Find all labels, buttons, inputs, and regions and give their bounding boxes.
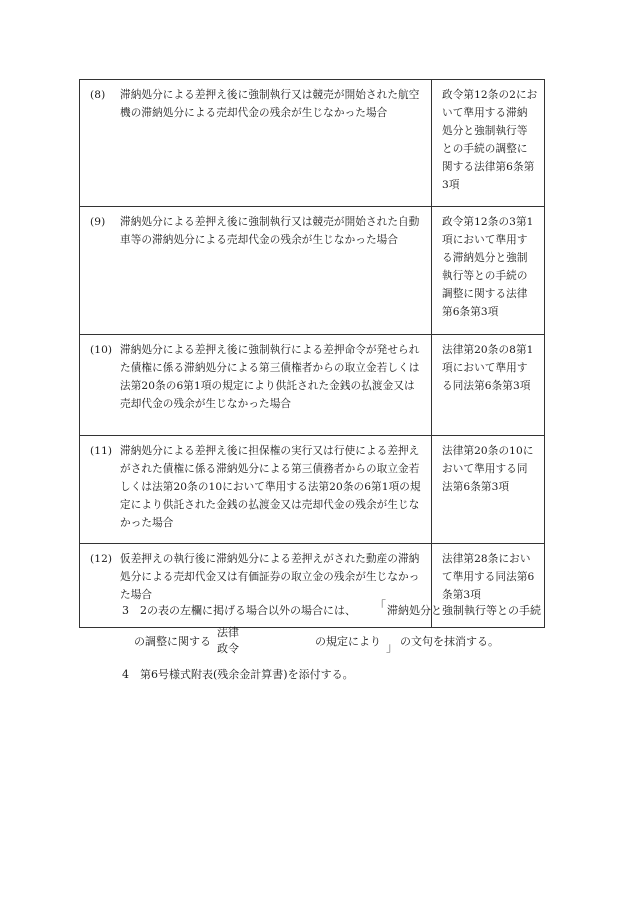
case-cell <box>80 335 432 436</box>
law-option-top: 法律 <box>217 626 239 639</box>
case-number: (10) <box>90 344 113 356</box>
note-3-line2-prefix: の調整に関する <box>134 635 211 648</box>
provision-cell: 法律第20条の10において準用する同法第6条第3項 <box>432 436 545 544</box>
table-row <box>80 207 545 335</box>
table-row <box>80 80 545 207</box>
note-3-line1: 3 2の表の左欄に掲げる場合以外の場合には、 <box>122 604 356 617</box>
open-bracket: 「 <box>374 599 387 613</box>
table-row <box>80 335 545 436</box>
note-3-line2-end: の文句を抹消する。 <box>400 635 499 648</box>
case-number: (8) <box>90 89 106 101</box>
table-row <box>80 436 545 544</box>
case-number: (9) <box>90 216 106 228</box>
provision-cell: 政令第12条の3第1項において準用する滞納処分と強制執行等との手続の調整に関する法律第6条第3項 <box>432 207 545 335</box>
case-description: 滞納処分による差押え後に担保権の実行又は行使による差押えがされた債権に係る滞納処分による第三債務者からの取立金若しくは法第20条の10において準用する法第20条の6第1項の規定により供託された金銭の払渡金又は売却代金の残余が生じなかった場合 <box>120 445 421 529</box>
case-number: (12) <box>90 553 113 565</box>
case-description: 滞納処分による差押え後に強制執行による差押命令が発せられた債権に係る滞納処分による第三債権者からの取立金若しくは法第20条の6第1項の規定により供託された金銭の払渡金又は売却代金の残余が生じなかった場合 <box>120 344 420 410</box>
case-cell <box>80 436 432 544</box>
case-number: (11) <box>90 445 113 457</box>
note-4: 4 第6号様式附表(残余金計算書)を添付する。 <box>122 668 354 681</box>
provision-cell: 政令第12条の2において準用する滞納処分と強制執行等との手続の調整に関する法律第6条第3項 <box>432 80 545 207</box>
provision-cell: 法律第20条の8第1項において準用する同法第6条第3項 <box>432 335 545 436</box>
case-cell <box>80 207 432 335</box>
close-bracket: 」 <box>386 640 399 654</box>
law-option-bottom: 政令 <box>217 642 239 655</box>
case-description: 滞納処分による差押え後に強制執行又は競売が開始された自動車等の滞納処分による売却代金の残余が生じなかった場合 <box>120 216 420 246</box>
case-description: 滞納処分による差押え後に強制執行又は競売が開始された航空機の滞納処分による売却代金の残余が生じなかった場合 <box>120 89 420 119</box>
provision-cell: 法律第28条において準用する同法第6条第3項 <box>432 544 545 628</box>
case-description: 仮差押えの執行後に滞納処分による差押えがされた動産の滞納処分による売却代金又は有価証券の取立金の残余が生じなかった場合 <box>120 553 420 601</box>
note-3-line2-suffix: の規定により <box>315 635 381 648</box>
cases-table <box>79 79 545 628</box>
case-cell <box>80 80 432 207</box>
note-3-quote-start: 滞納処分と強制執行等との手続 <box>387 604 541 617</box>
